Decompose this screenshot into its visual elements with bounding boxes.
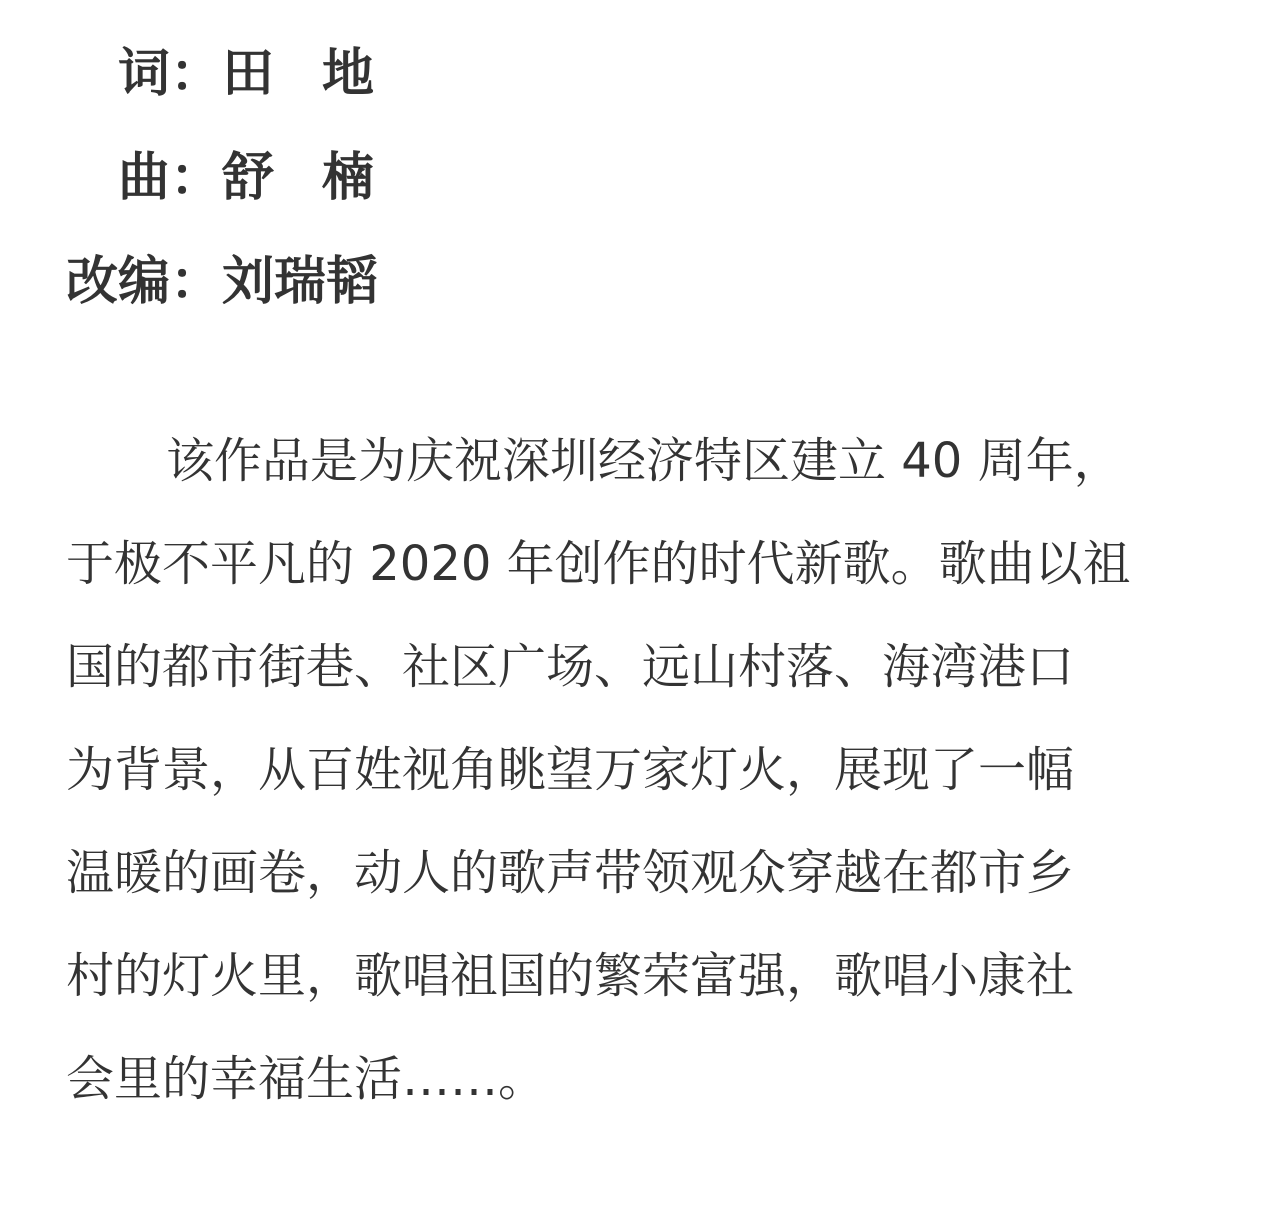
- description-line: 国的都市街巷、社区广场、远山村落、海湾港口: [66, 639, 1075, 695]
- credit-arrangement: [66, 230, 666, 334]
- credit-arrangement-name: 刘瑞韬: [222, 252, 379, 312]
- credit-music-name: 舒楠: [222, 148, 423, 208]
- description-line: 为背景，从百姓视角眺望万家灯火，展现了一幅: [66, 742, 1075, 798]
- credit-lyrics: [66, 22, 666, 126]
- description-line: 会里的幸福生活……。: [66, 1051, 547, 1107]
- description-paragraph: [66, 410, 1216, 1131]
- description-line: 温暖的画卷，动人的歌声带领观众穿越在都市乡: [66, 845, 1075, 901]
- description-line: 该作品是为庆祝深圳经济特区建立 40 周年，: [166, 433, 1122, 489]
- credit-music-label: 曲：: [117, 148, 222, 208]
- description-line: 于极不平凡的 2020 年创作的时代新歌。歌曲以祖: [66, 536, 1131, 592]
- credit-music: [66, 126, 666, 230]
- song-credits: [66, 22, 666, 334]
- credit-lyrics-name: 田地: [222, 44, 423, 104]
- description-line: 村的灯火里，歌唱祖国的繁荣富强，歌唱小康社: [66, 948, 1075, 1004]
- credit-arrangement-label: 改编：: [66, 252, 223, 312]
- credit-lyrics-label: 词：: [117, 44, 222, 104]
